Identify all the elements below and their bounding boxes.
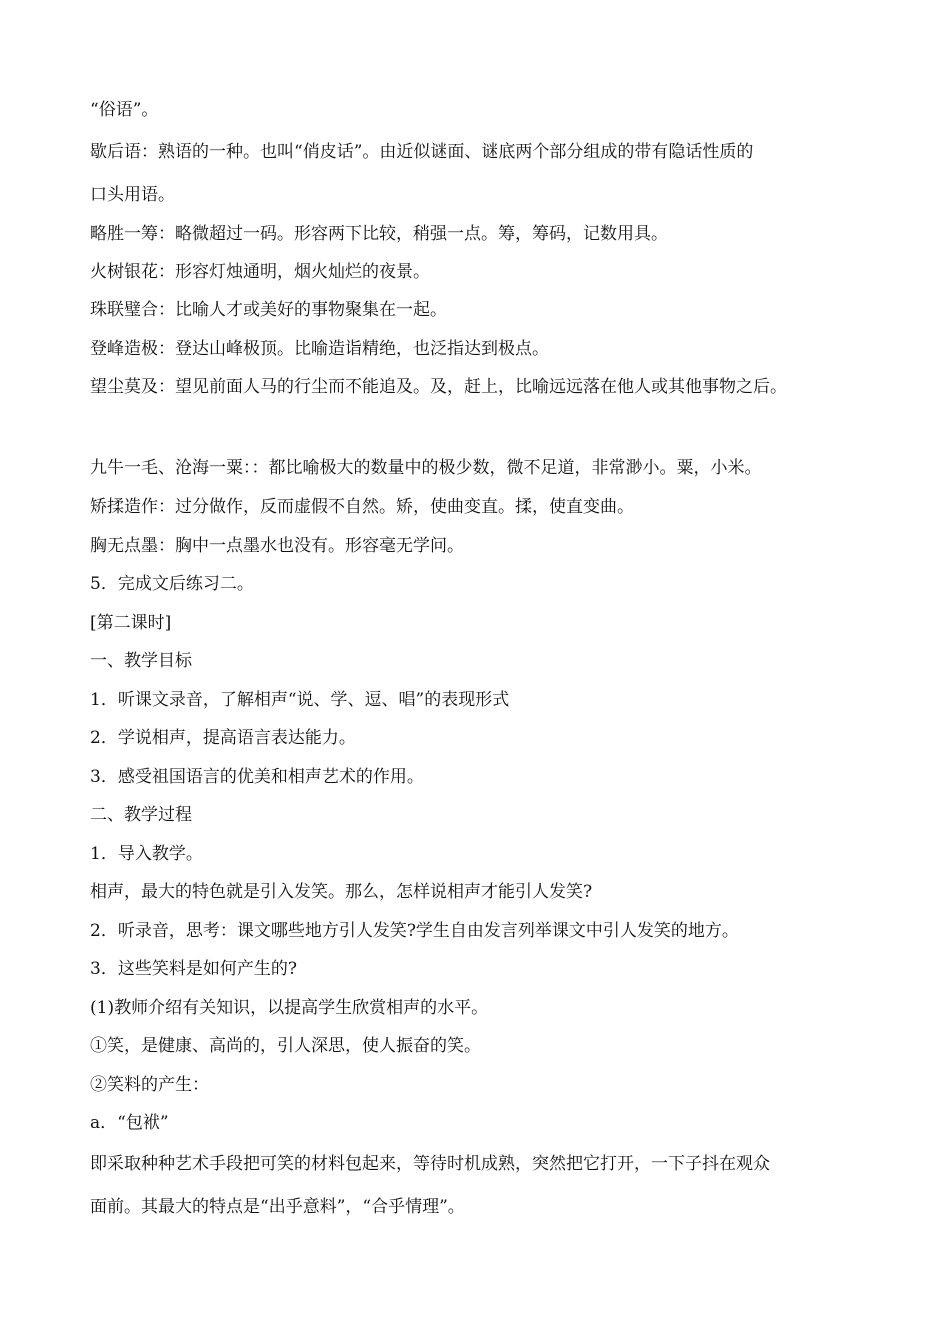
text-line: 矫揉造作：过分做作，反而虚假不自然。矫，使曲变直。揉，使直变曲。 bbox=[90, 497, 634, 517]
text-line: 相声，最大的特色就是引入发笑。那么，怎样说相声才能引人发笑? bbox=[90, 882, 593, 902]
section-heading: 一、教学目标 bbox=[90, 651, 192, 671]
text-line: 1．导入教学。 bbox=[90, 844, 203, 864]
text-line: 2．学说相声，提高语言表达能力。 bbox=[90, 728, 356, 748]
text-line: 珠联璧合：比喻人才或美好的事物聚集在一起。 bbox=[90, 300, 447, 320]
text-line: a．“包袱” bbox=[90, 1113, 169, 1133]
text-line: 面前。其最大的特点是“出乎意料”，“合乎情理”。 bbox=[90, 1197, 465, 1217]
text-line: 登峰造极：登达山峰极顶。比喻造诣精绝，也泛指达到极点。 bbox=[90, 339, 549, 359]
text-line: 口头用语。 bbox=[90, 185, 175, 205]
text-line: (1)教师介绍有关知识，以提高学生欣赏相声的水平。 bbox=[90, 998, 489, 1018]
text-line: 3．这些笑料是如何产生的? bbox=[90, 959, 297, 979]
text-line: 望尘莫及：望见前面人马的行尘而不能追及。及，赶上，比喻远远落在他人或其他事物之后。 bbox=[90, 377, 787, 397]
text-line: 略胜一筹：略微超过一码。形容两下比较，稍强一点。筹，筹码，记数用具。 bbox=[90, 224, 668, 244]
text-line: 歇后语：熟语的一种。也叫“俏皮话”。由近似谜面、谜底两个部分组成的带有隐话性质的 bbox=[90, 142, 754, 162]
text-line: 5．完成文后练习二。 bbox=[90, 574, 254, 594]
section-heading: 二、教学过程 bbox=[90, 805, 192, 825]
text-line: 2．听录音，思考：课文哪些地方引人发笑?学生自由发言列举课文中引人发笑的地方。 bbox=[90, 921, 739, 941]
text-line: ②笑料的产生： bbox=[90, 1075, 209, 1095]
text-line: 即采取种种艺术手段把可笑的材料包起来，等待时机成熟，突然把它打开，一下子抖在观众 bbox=[90, 1154, 770, 1174]
text-line: ①笑，是健康、高尚的，引人深思，使人振奋的笑。 bbox=[90, 1036, 481, 1056]
text-line: 3．感受祖国语言的优美和相声艺术的作用。 bbox=[90, 767, 424, 787]
text-line: 火树银花：形容灯烛通明，烟火灿烂的夜景。 bbox=[90, 262, 430, 282]
text-line: 胸无点墨：胸中一点墨水也没有。形容毫无学问。 bbox=[90, 536, 464, 556]
text-line: [第二课时] bbox=[90, 613, 172, 633]
text-line: 九牛一毛、沧海一粟：：都比喻极大的数量中的极少数，微不足道，非常渺小。粟，小米。 bbox=[90, 458, 762, 478]
text-line: “俗语”。 bbox=[90, 100, 159, 120]
text-line: 1．听课文录音，了解相声“说、学、逗、唱”的表现形式 bbox=[90, 690, 510, 710]
